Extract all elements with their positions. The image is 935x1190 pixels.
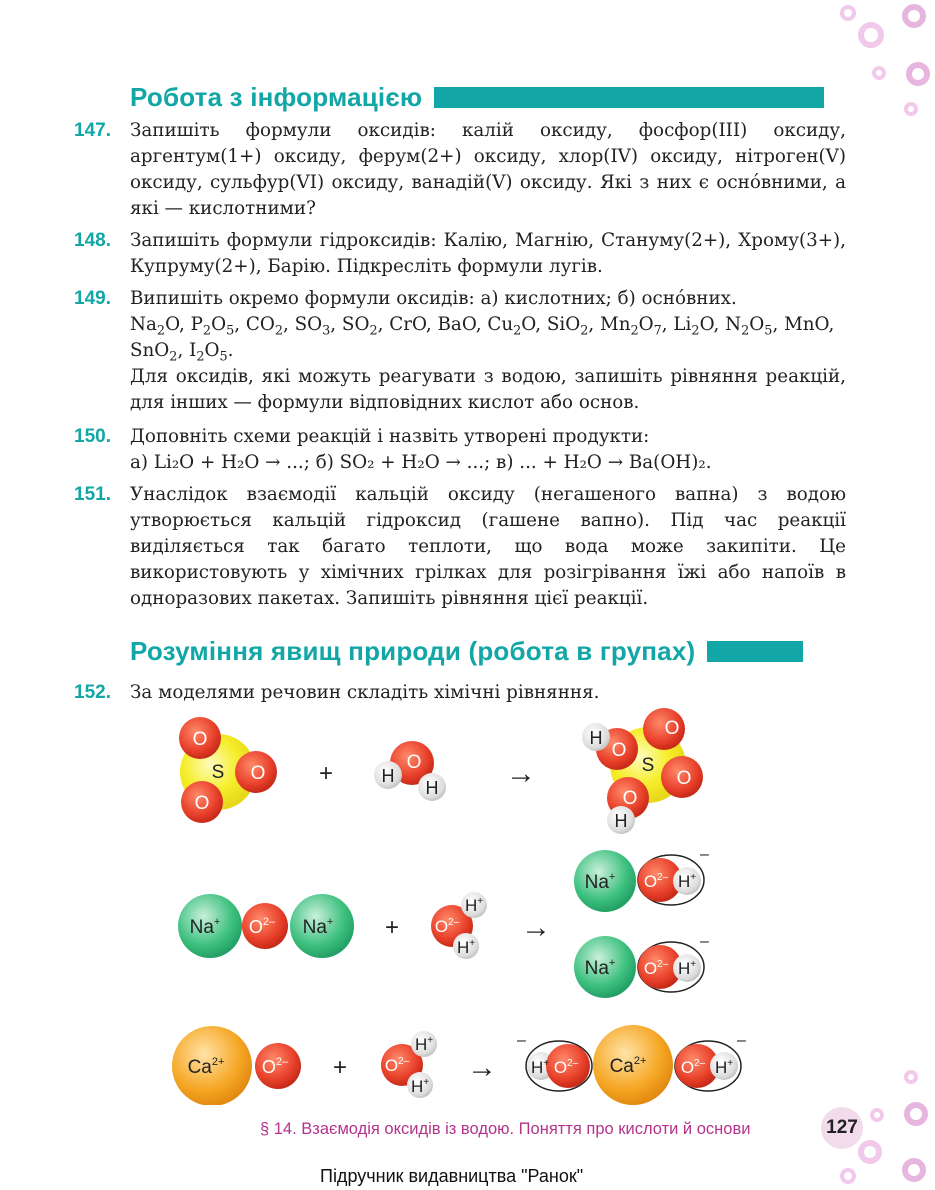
charge-label: – (517, 1032, 526, 1049)
plus-sign: + (318, 760, 334, 787)
atom-label: O (192, 729, 208, 750)
water-ion-model (381, 1031, 437, 1098)
decoration-circle (858, 1140, 882, 1164)
section-bar (707, 641, 803, 662)
sodium-oxide-model (178, 894, 354, 958)
ion-label: $O^{2-}$ (680, 1058, 706, 1077)
scheme-c: в) ... + H₂O → Ba(OH)₂. (496, 452, 712, 473)
ion-label: $O^{2-}$ (384, 1056, 410, 1075)
ion-label: Na+ (584, 957, 616, 979)
oxide-formula: CrO (389, 314, 426, 335)
oxide-formula: $P_2O_5$ (190, 314, 235, 339)
task-number: 151. (74, 484, 111, 505)
so3-molecule (179, 717, 277, 823)
task-text: Випишіть окремо формули оксидів: а) кислотних; б) осно́вних. (130, 288, 737, 309)
ion-label: H+ (464, 896, 484, 915)
atom-label: O (664, 718, 680, 739)
oxide-formula: $SO_3$ (294, 314, 331, 339)
scheme-b: б) SO₂ + H₂O → ...; (315, 452, 491, 473)
task-text: Унаслідок взаємодії кальцій оксиду (негашеного вапна) з водою утворюється кальцій гідроксид (гашене вапно). Під час реакції виділяється так багато теплоти, що вода може закипіти. Це використовують у хімічних грілках для розігрівання їжі або напоїв в одноразових пакетах. Запишіть рівняння цієї реакції. (130, 484, 846, 609)
scheme-a: а) Li₂O + H₂O → ...; (130, 452, 310, 473)
oxide-formula: $Na_2O$ (130, 314, 179, 339)
ion-label: $O^{2-}$ (248, 916, 276, 937)
task-number: 152. (74, 682, 111, 703)
sodium-hydroxide-model (574, 933, 709, 998)
decoration-circle (902, 1158, 926, 1182)
ion-label: $Ca^{2+}$ (187, 1056, 225, 1078)
atom-label: O (611, 740, 627, 761)
task-number: 147. (74, 120, 111, 141)
plus-sign: + (384, 914, 400, 941)
ion-label: H+ (456, 938, 476, 957)
ion-label: $O^{2-}$ (643, 959, 669, 978)
atom-label: H (425, 778, 439, 798)
ion-label: $O^{2-}$ (643, 872, 669, 891)
oxide-formula: $N_2O_5$ (725, 314, 773, 339)
atom-label: O (676, 768, 692, 789)
atom-label: S (211, 762, 225, 783)
charge-label: – (700, 846, 709, 863)
section-title: Розуміння явищ природи (робота в групах) (130, 635, 696, 666)
task-150 (74, 424, 846, 476)
charge-label: – (737, 1032, 746, 1049)
task-text: Для оксидів, які можуть реагувати з водою, запишіть рівняння реакцій, для інших — формули відповідних кислот або основ. (130, 366, 846, 413)
atom-label: O (194, 793, 210, 814)
oxide-formula: $Mn_2O_7$ (599, 314, 662, 339)
oxide-formula: $Cu_2O$ (487, 314, 536, 339)
paragraph-title: § 14. Взаємодія оксидів із водою. Поняття про кислоти й основи (260, 1120, 751, 1138)
molecular-models (0, 705, 935, 1105)
decoration-circle (906, 62, 930, 86)
ion-label: H+ (714, 1058, 734, 1077)
decoration-circle (902, 4, 926, 28)
task-number: 150. (74, 426, 111, 447)
section-title: Робота з інформацією (130, 81, 423, 112)
plus-sign: + (332, 1054, 348, 1081)
ion-label: H+ (677, 872, 697, 891)
oxide-formula: $SO_2$ (341, 314, 378, 339)
ion-label: H+ (677, 959, 697, 978)
ion-label: $O^{2-}$ (261, 1056, 289, 1077)
ion-label: H+ (414, 1035, 434, 1054)
ion-label: $Ca^{2+}$ (609, 1055, 647, 1077)
charge-label: – (700, 933, 709, 950)
oxide-formula: SiO$_2$ (546, 314, 589, 339)
ion-label: $O^{2-}$ (434, 917, 460, 936)
arrow: → (521, 911, 551, 944)
decoration-circle (904, 1102, 928, 1126)
sodium-hydroxide-model (574, 846, 709, 912)
oxide-formula: $Li_2O$ (673, 314, 714, 339)
task-152 (74, 680, 846, 706)
atom-label: O (622, 788, 638, 809)
oxide-formula: $I_2O_5$ (189, 340, 228, 365)
ion-label: Na+ (189, 916, 221, 938)
task-151 (74, 482, 846, 612)
ion-label: H+ (410, 1077, 430, 1096)
atom-label: S (641, 755, 655, 776)
decoration-circle (904, 102, 918, 116)
task-number: 149. (74, 288, 111, 309)
calcium-oxide-model (172, 1026, 301, 1105)
arrow: → (506, 757, 536, 790)
atom-label: O (250, 763, 266, 784)
oxide-formula: MnO (784, 314, 829, 335)
arrow: → (467, 1051, 497, 1084)
task-text: Доповніть схеми реакцій і назвіть утворені продукти: (130, 426, 650, 447)
publisher-caption: Підручник видавництва "Ранок" (320, 1166, 584, 1186)
section-bar (434, 87, 824, 108)
section-heading-nature (130, 636, 803, 666)
atom-label: H (381, 766, 395, 786)
task-number: 148. (74, 230, 111, 251)
ion-label: Na+ (584, 871, 616, 893)
decoration-circle (840, 1168, 856, 1184)
task-text: Запишіть формули гідроксидів: Калію, Магнію, Стануму(2+), Хрому(3+), Купруму(2+), Барію. Підкресліть формули лугів. (130, 230, 846, 277)
task-149 (74, 286, 846, 416)
decoration-circle (840, 5, 856, 21)
task-147 (74, 118, 846, 222)
ion-label: H+ (530, 1058, 550, 1077)
oxide-formula: SnO$_2$ (130, 340, 178, 365)
decoration-circle (870, 1108, 884, 1122)
oxide-formula: BaO (437, 314, 476, 335)
page-number: 127 (821, 1107, 863, 1149)
oxide-formula-list: $Na_2O$, $P_2O_5$, $CO_2$, $SO_3$, $SO_2$, CrO, BaO, $Cu_2O$, SiO$_2$, $Mn_2O_7$, $Li_2O$, $N_2O_5$, MnO, SnO$_2$, $I_2O_5$. (130, 314, 835, 365)
decoration-circle (872, 66, 886, 80)
section-heading-info (130, 82, 824, 112)
ion-label: $O^{2-}$ (553, 1058, 579, 1077)
decoration-circle (858, 22, 884, 48)
oxide-formula: $CO_2$ (245, 314, 283, 339)
ion-label: Na+ (302, 916, 334, 938)
task-text: За моделями речовин складіть хімічні рівняння. (130, 682, 600, 703)
sulfuric-acid-molecule (582, 708, 703, 834)
task-148 (74, 228, 846, 280)
calcium-hydroxide-model (517, 1025, 746, 1105)
water-ion-model (431, 892, 487, 959)
atom-label: H (589, 728, 603, 748)
reaction-schemes (130, 450, 846, 476)
atom-label: H (614, 811, 628, 831)
atom-label: O (406, 752, 422, 773)
water-molecule (374, 741, 446, 801)
task-text: Запишіть формули оксидів: калій оксиду, фосфор(III) оксиду, аргентум(1+) оксиду, ферум(2+) оксиду, хлор(IV) оксиду, нітроген(V) оксиду, сульфур(VI) оксиду, ванадій(V) оксиду. Які з них є осно́вними, а які — кислотними? (130, 120, 846, 219)
